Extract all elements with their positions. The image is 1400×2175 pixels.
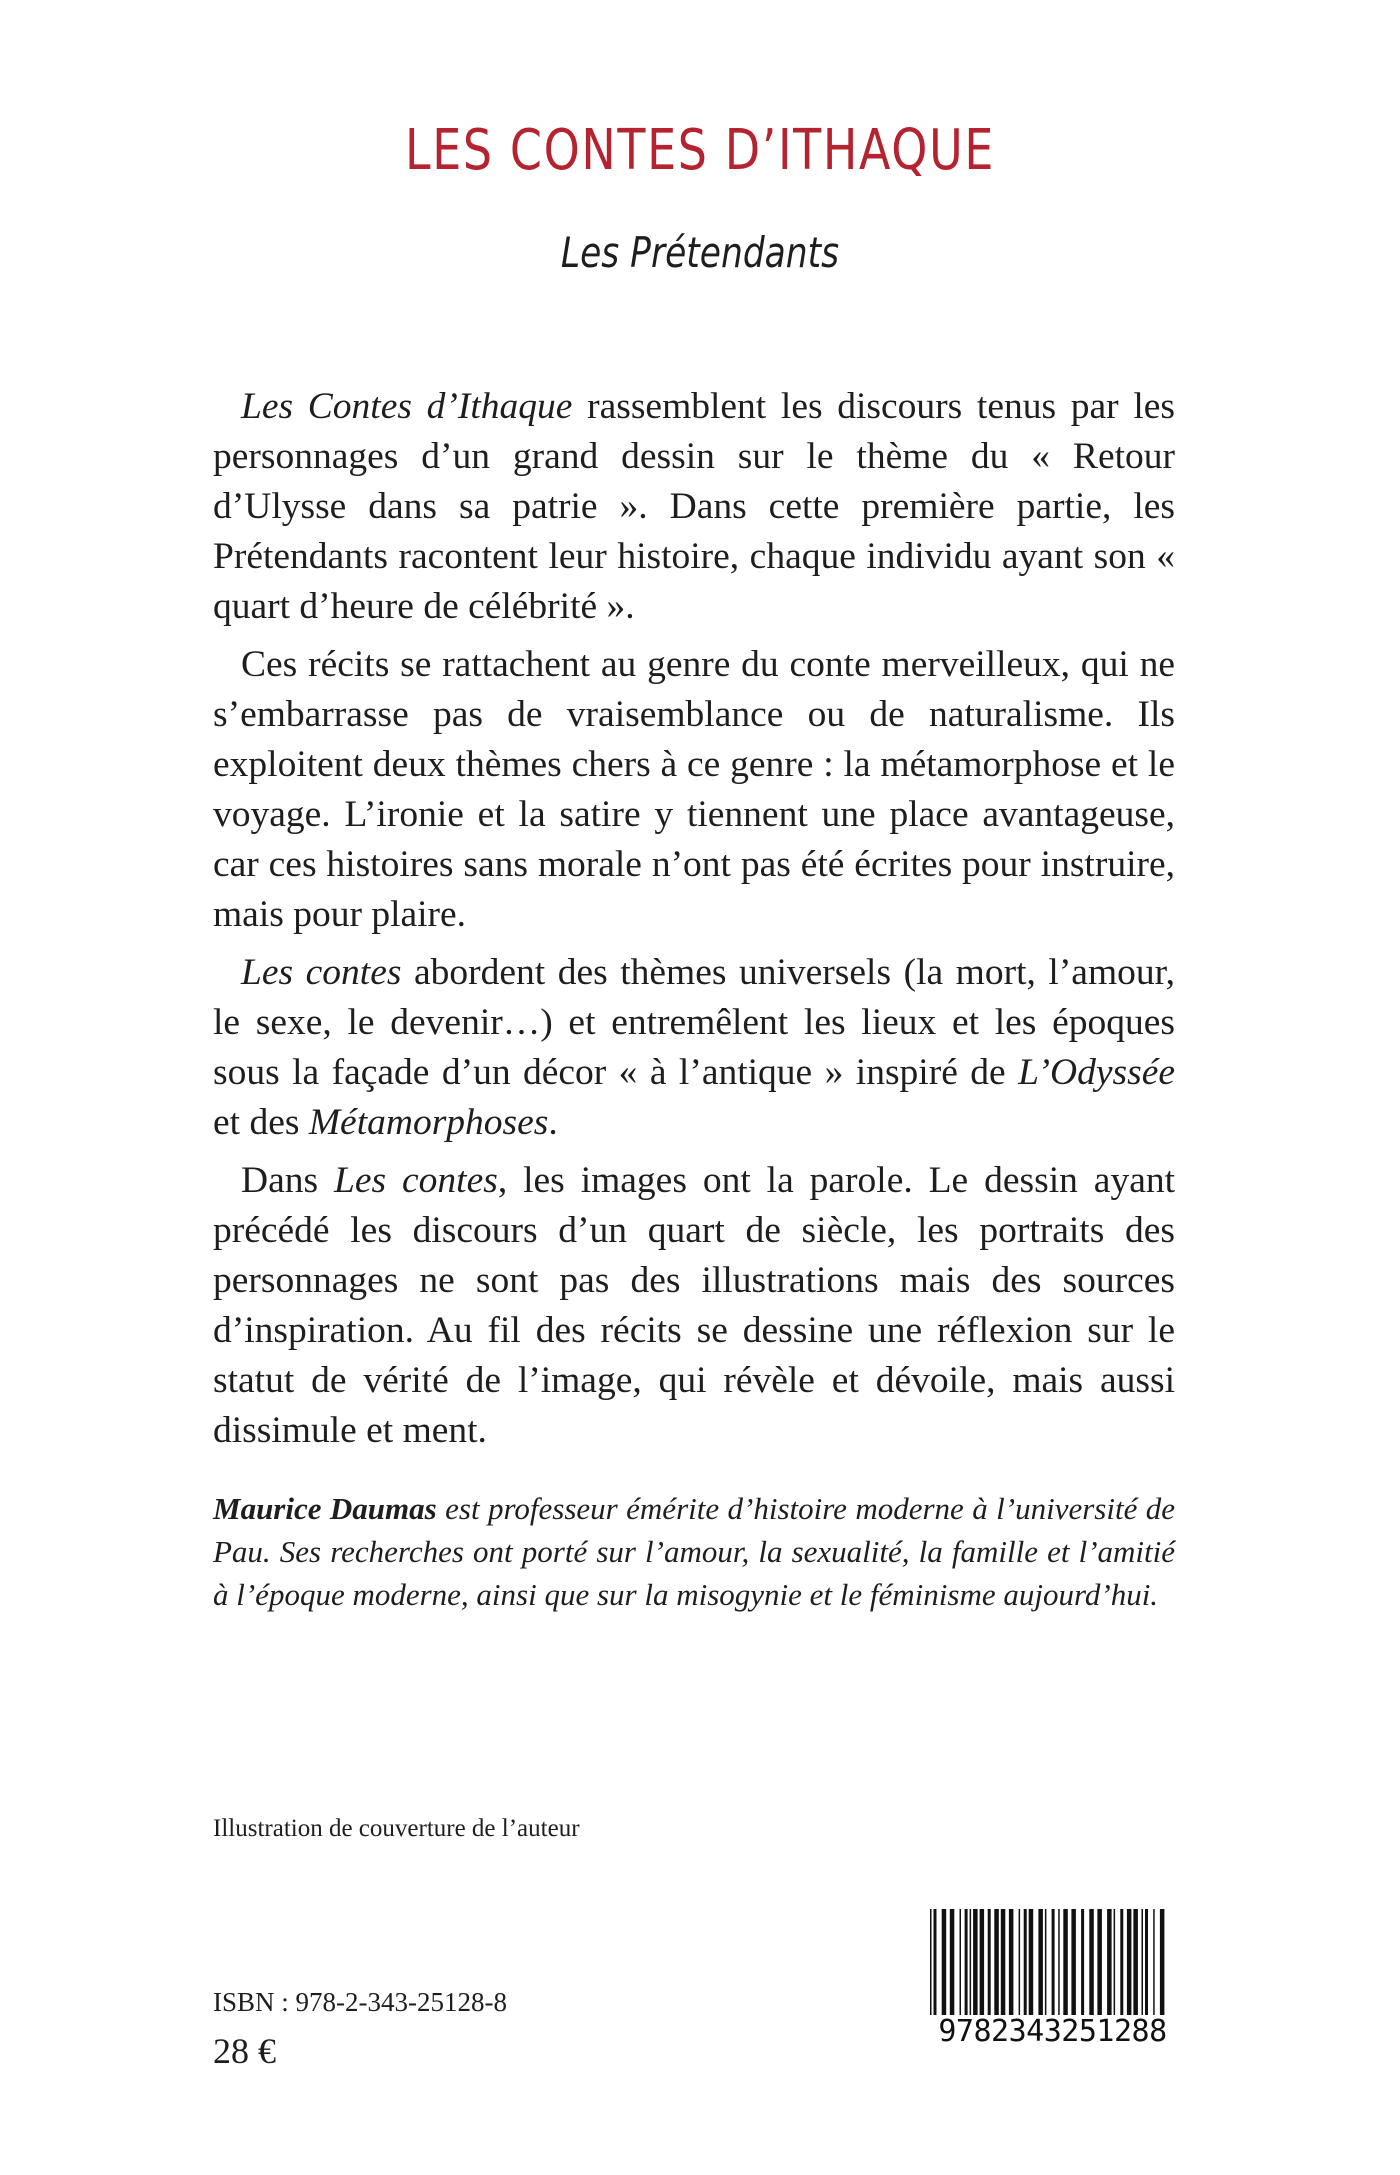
barcode-bar [1019, 1909, 1021, 2015]
blurb-paragraph-1 [213, 382, 1175, 632]
barcode-bar [1145, 1909, 1148, 2015]
blurb-text: . [548, 1102, 558, 1143]
barcode-bar [973, 1909, 978, 2015]
price: 28 € [213, 2031, 276, 2071]
blurb-paragraph-2 [213, 640, 1175, 940]
barcode-bar [1114, 1909, 1116, 2015]
barcode-bar [1052, 1909, 1055, 2015]
barcode-bar [1001, 1909, 1006, 2015]
blurb-paragraph-3 [213, 948, 1175, 1148]
blurb-text: rassemblent les discours tenus par les personnages d’un grand dessin sur le thème du « Retour d’Ulysse dans sa patrie ». Dans cette première partie, les Prétendants racontent leur histoire, chaque individu ayant son « quart d’heure de célébrité ». [213, 386, 1175, 627]
barcode-bar [1107, 1909, 1112, 2015]
barcode-bar [1097, 1909, 1102, 2015]
book-title: LES CONTES D’ITHAQUE [405, 118, 995, 183]
blurb-paragraph-4 [213, 1156, 1175, 1456]
barcode-bar [1009, 1909, 1014, 2015]
barcode-bar [1089, 1909, 1094, 2015]
barcode-bar [1045, 1909, 1047, 2015]
barcode-bar [1063, 1909, 1068, 2015]
book-subtitle: Les Prétendants [560, 228, 840, 277]
cover-credit: Illustration de couverture de l’auteur [213, 1815, 580, 1842]
barcode [920, 1905, 1185, 2051]
barcode-bar [980, 1909, 985, 2015]
barcode-bar [994, 1909, 999, 2015]
barcode-bar [1024, 1909, 1027, 2015]
barcode-bar [1081, 1909, 1084, 2015]
barcode-bar [1133, 1909, 1138, 2015]
barcode-bar [1120, 1909, 1123, 2015]
blurb-text: , les images ont la parole. Le dessin ayant précédé les discours d’un quart de siècle, les portraits des personnages ne sont pas des illustrations mais des sources d’inspiration. Au fil des récits se dessine une réflexion sur le statut de vérité de l’image, qui révèle et dévoile, mais aussi dissimule et ment. [213, 1160, 1176, 1451]
barcode-bar [1029, 1909, 1034, 2015]
barcode-digits: 9782343251288 [920, 2015, 1185, 2049]
blurb-italic-title: L’Odyssée [1018, 1052, 1175, 1093]
author-name: Maurice Daumas [213, 1491, 437, 1526]
blurb [213, 382, 1175, 1464]
blurb-text: Dans [241, 1160, 334, 1201]
barcode-bar [1142, 1909, 1144, 2015]
blurb-text: Ces récits se rattachent au genre du conte merveilleux, qui ne s’embarrasse pas de vraisemblance ou de naturalisme. Ils exploitent deux thèmes chers à ce genre : la métamorphose et le voyage. L’ironie et la satire y tiennent une place avantageuse, car ces histoires sans morale n’ont pas été écrites pour instruire, mais pour plaire. [213, 644, 1175, 935]
blurb-text: et des [213, 1102, 309, 1143]
barcode-bar [1058, 1909, 1060, 2015]
barcode-bar [970, 1909, 972, 2015]
barcode-bar [988, 1909, 991, 2015]
barcode-bar [950, 1909, 955, 2015]
blurb-text: abordent des thèmes universels (la mort, l’amour, le sexe, le devenir…) et entremêlent les lieux et les époques sous la façade d’un décor « à l’antique » inspiré de [213, 952, 1175, 1093]
blurb-italic-title: Les Contes d’Ithaque [241, 386, 573, 427]
isbn: ISBN : 978-2-343-25128-8 [213, 1987, 507, 2017]
barcode-bar [1038, 1909, 1043, 2015]
author-bio [213, 1487, 1175, 1616]
barcode-bar [1127, 1909, 1132, 2015]
blurb-italic-title: Métamorphoses [308, 1102, 549, 1143]
barcode-bar [965, 1909, 968, 2015]
barcode-bar [960, 1909, 962, 2015]
author-bio-text: est professeur émérite d’histoire moderne à l’université de Pau. Ses recherches ont porté sur l’amour, la sexualité, la famille et l’amitié à l’époque moderne, ainsi que sur la misogynie et le féminisme aujourd’hui. [213, 1491, 1176, 1612]
blurb-italic-title: Les contes [241, 952, 402, 993]
barcode-bar [942, 1909, 947, 2015]
blurb-italic-title: Les contes [334, 1160, 498, 1201]
barcode-bar [1071, 1909, 1076, 2015]
